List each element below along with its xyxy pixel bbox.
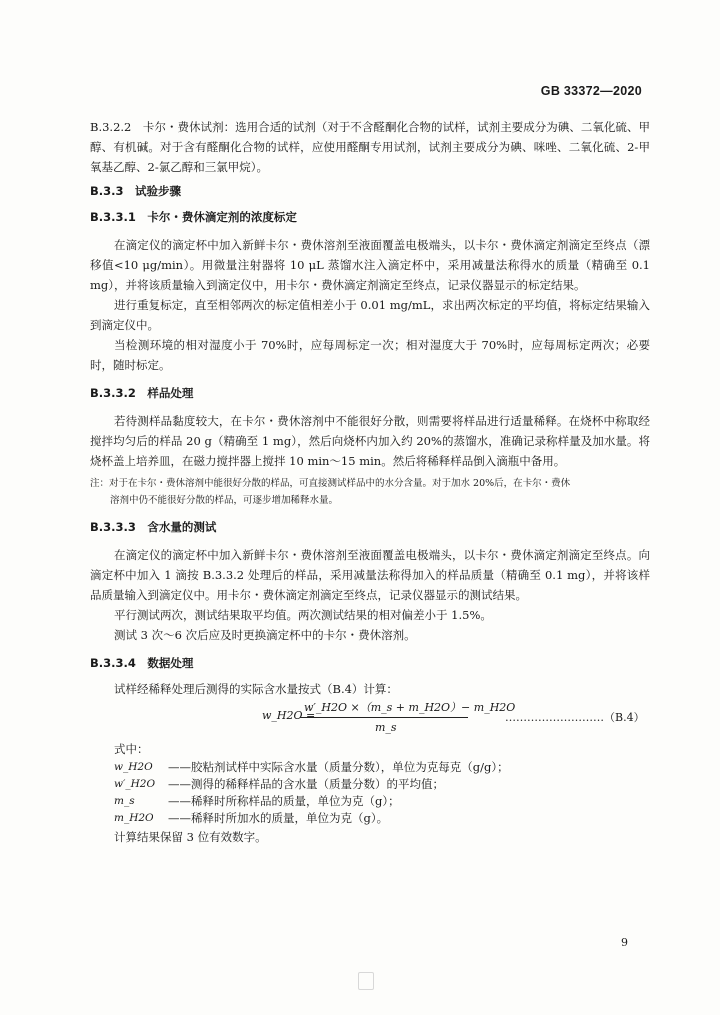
paragraph-b3-3-3-3: 测试 3 次～6 次后应及时更换滴定杯中的卡尔・费休溶剂。 — [114, 628, 416, 642]
page-number: 9 — [621, 936, 628, 949]
definition-row — [114, 793, 650, 810]
paragraph-b3-3-3-1: 在滴定仪的滴定杯中加入新鲜卡尔・费休溶剂至液面覆盖电极端头，以卡尔・费休滴定剂滴定至终点。向滴定杯中加入 1 滴按 B.3.3.2 处理后的样品，采用减量法称得加入的样品质量（精确至 0.1 mg），并将该样品质量输入到滴定仪中。用卡尔・费休滴定剂滴定至终点，记录仪器显示的测试结果。 — [90, 548, 650, 602]
definition-row — [114, 776, 650, 793]
heading-b3-3: B.3.3 试验步骤 — [90, 184, 182, 198]
definition-text: ——测得的稀释样品的含水量（质量分数）的平均值； — [168, 777, 444, 791]
heading-b3-3-3: B.3.3.3 含水量的测试 — [90, 520, 217, 534]
formula-denominator: m_s — [375, 721, 397, 734]
definition-symbol: w′_H2O — [114, 778, 156, 790]
paragraph-b3-3-2-1: 若待测样品黏度较大，在卡尔・费休溶剂中不能很好分散，则需要将样品进行适量稀释。在烧杯中称取经搅拌均匀后的样品 20 g（精确至 1 mg），然后向烧杯内加入约 20%的蒸馏水，准确记录称样量及加水量。将烧杯盖上培养皿，在磁力搅拌器上搅拌 10 min～15 min。然后将稀释样品倒入滴瓶中备用。 — [90, 414, 650, 468]
where-label: 式中： — [114, 742, 149, 756]
heading-b3-3-2: B.3.3.2 样品处理 — [90, 386, 194, 400]
clause-b3-2-2: B.3.2.2 卡尔・费休试剂：选用合适的试剂（对于不含醛酮化合物的试样，试剂主要成分为碘、二氧化硫、甲醇、有机碱。对于含有醛酮化合物的试样，应使用醛酮专用试剂，试剂主要成分为碘、咪唑、二氧化硫、2-甲氧基乙醇、2-氯乙醇和三氯甲烷）。 — [90, 120, 650, 174]
definition-text: ——稀释时所加水的质量，单位为克（g）。 — [168, 811, 389, 825]
definition-symbol: m_s — [114, 795, 135, 807]
heading-b3-3-1: B.3.3.1 卡尔・费休滴定剂的浓度标定 — [90, 210, 297, 224]
definition-row — [114, 759, 650, 776]
formula-number: ………………………（B.4） — [505, 711, 645, 724]
fraction-bar — [300, 717, 468, 718]
paragraph-b3-3-4-1: 试样经稀释处理后测得的实际含水量按式（B.4）计算： — [114, 682, 398, 696]
note-line-2: 溶剂中仍不能很好分散的样品，可逐步增加稀释水量。 — [110, 495, 339, 506]
paragraph-b3-3-1-2: 进行重复标定，直至相邻两次的标定值相差小于 0.01 mg/mL，求出两次标定的平均值，将标定结果输入到滴定仪中。 — [90, 298, 650, 332]
formula-lhs: w_H2O = — [262, 709, 316, 722]
definition-symbol: m_H2O — [114, 812, 154, 824]
paragraph-b3-3-3-2: 平行测试两次，测试结果取平均值。两次测试结果的相对偏差小于 1.5%。 — [114, 608, 492, 622]
formula-numerator: w′_H2O ×（m_s + m_H2O）− m_H2O — [304, 701, 516, 714]
definition-list — [114, 759, 650, 827]
definition-text: ——稀释时所称样品的质量，单位为克（g）； — [168, 794, 400, 808]
definition-text: ——胶粘剂试样中实际含水量（质量分数），单位为克每克（g/g）； — [168, 760, 509, 774]
formula-b4 — [90, 699, 650, 739]
paragraph-b3-3-1-1: 在滴定仪的滴定杯中加入新鲜卡尔・费休溶剂至液面覆盖电极端头，以卡尔・费休滴定剂滴定至终点（漂移值<10 μg/min）。用微量注射器将 10 μL 蒸馏水注入滴定杯中，采用减量法称得水的质量（精确至 0.1 mg），并将该质量输入到滴定仪中，用卡尔・费休滴定剂滴定至终点，记录仪器显示的标定结果。 — [90, 238, 650, 292]
paragraph-b3-3-1-3: 当检测环境的相对湿度小于 70%时，应每周标定一次；相对湿度大于 70%时，应每周标定两次；必要时，随时标定。 — [90, 338, 650, 372]
closing-remark: 计算结果保留 3 位有效数字。 — [114, 830, 267, 844]
heading-b3-3-4: B.3.3.4 数据处理 — [90, 656, 194, 670]
definition-row — [114, 810, 650, 827]
standard-number: GB 33372—2020 — [540, 84, 642, 98]
note-line-1: 注：对于在卡尔・费休溶剂中能很好分散的样品，可直接测试样品中的水分含量。对于加水 20%后，在卡尔・费休 — [90, 478, 571, 489]
document-body — [90, 117, 650, 847]
definition-symbol: w_H2O — [114, 761, 153, 773]
scan-mark-icon — [358, 972, 374, 990]
